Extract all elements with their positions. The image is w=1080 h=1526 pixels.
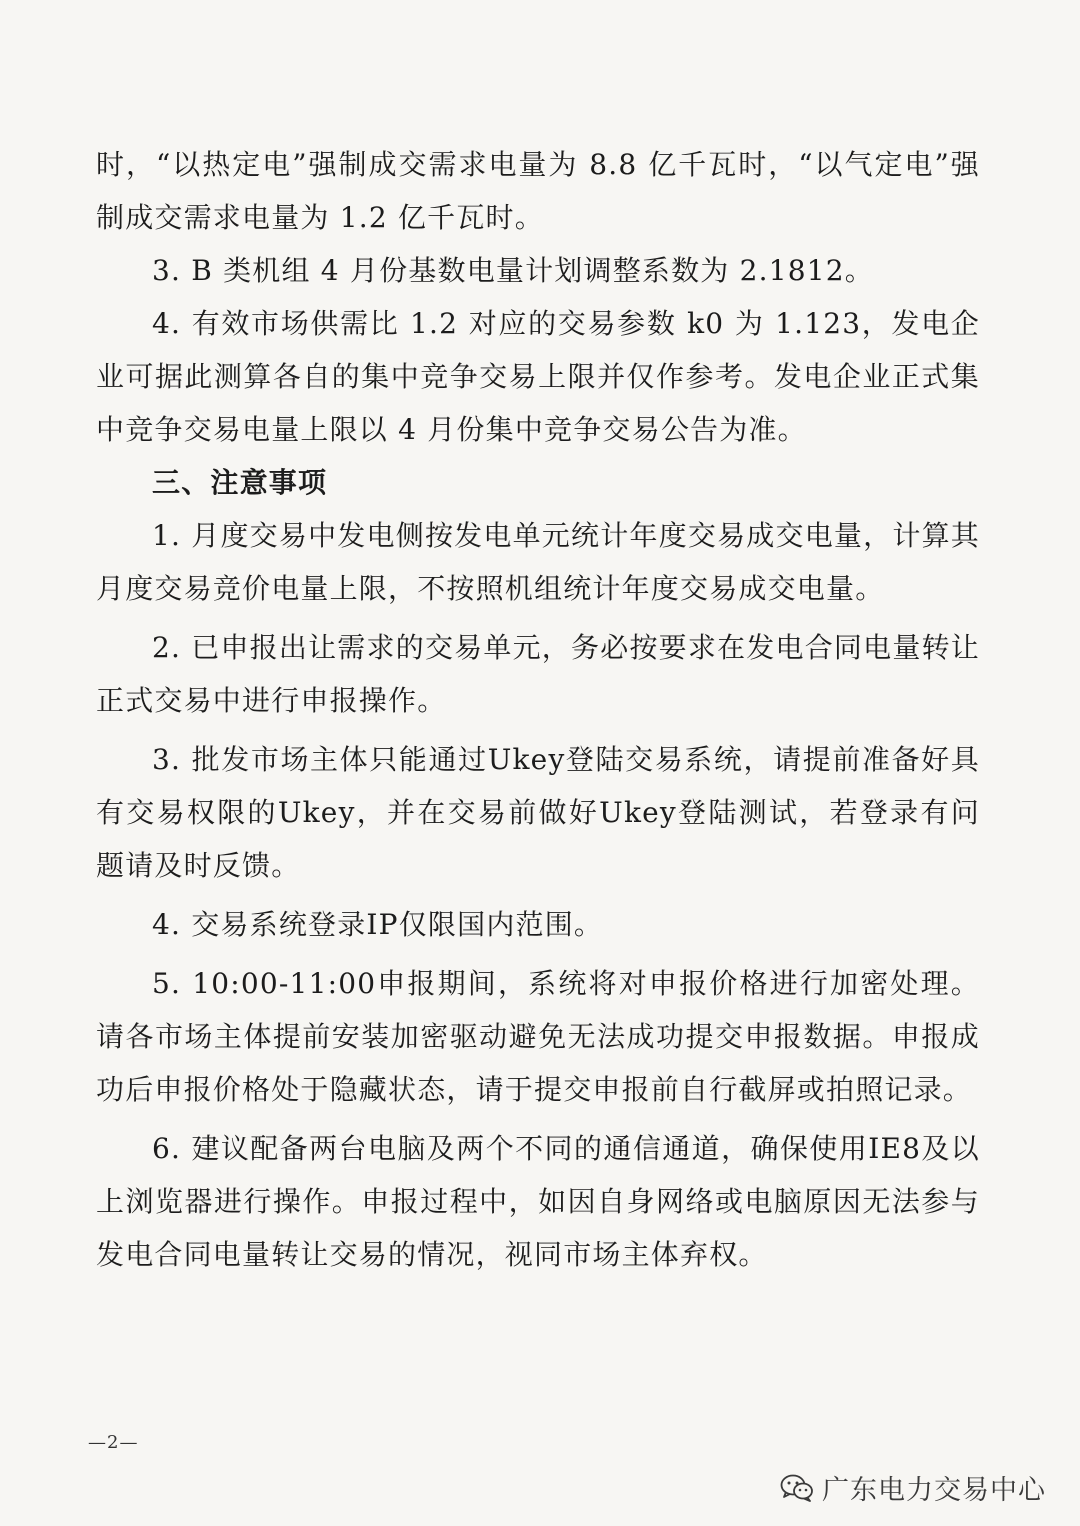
document-body: [96, 138, 980, 1281]
page-number: —2—: [88, 1432, 139, 1453]
note-item-5: 5. 10:00-11:00申报期间，系统将对申报价格进行加密处理。请各市场主体提前安装加密驱动避免无法成功提交申报数据。申报成功后申报价格处于隐藏状态，请于提交申报前自行截屏或拍照记录。: [96, 967, 980, 1106]
note-item-1: 1. 月度交易中发电侧按发电单元统计年度交易成交电量，计算其月度交易竞价电量上限，不按照机组统计年度交易成交电量。: [96, 519, 980, 605]
note-item-2: 2. 已申报出让需求的交易单元，务必按要求在发电合同电量转让正式交易中进行申报操作。: [96, 631, 980, 717]
paragraph-item-3: 3. B 类机组 4 月份基数电量计划调整系数为 2.1812。: [152, 254, 874, 287]
wechat-icon: [780, 1474, 814, 1502]
section-heading: 三、注意事项: [152, 466, 328, 499]
paragraph-continuation: 时，“以热定电”强制成交需求电量为 8.8 亿千瓦时，“以气定电”强制成交需求电量为 1.2 亿千瓦时。: [96, 148, 980, 234]
note-item-4: 4. 交易系统登录IP仅限国内范围。: [152, 908, 604, 941]
wechat-watermark: [780, 1468, 1046, 1507]
watermark-text: 广东电力交易中心: [822, 1475, 1046, 1506]
note-item-6: 6. 建议配备两台电脑及两个不同的通信通道，确保使用IE8及以上浏览器进行操作。申报过程中，如因自身网络或电脑原因无法参与发电合同电量转让交易的情况，视同市场主体弃权。: [96, 1132, 980, 1271]
paragraph-item-4: 4. 有效市场供需比 1.2 对应的交易参数 k0 为 1.123，发电企业可据此测算各自的集中竞争交易上限并仅作参考。发电企业正式集中竞争交易电量上限以 4 月份集中竞争交易公告为准。: [96, 307, 980, 446]
note-item-3: 3. 批发市场主体只能通过Ukey登陆交易系统，请提前准备好具有交易权限的Ukey，并在交易前做好Ukey登陆测试，若登录有问题请及时反馈。: [96, 743, 980, 882]
